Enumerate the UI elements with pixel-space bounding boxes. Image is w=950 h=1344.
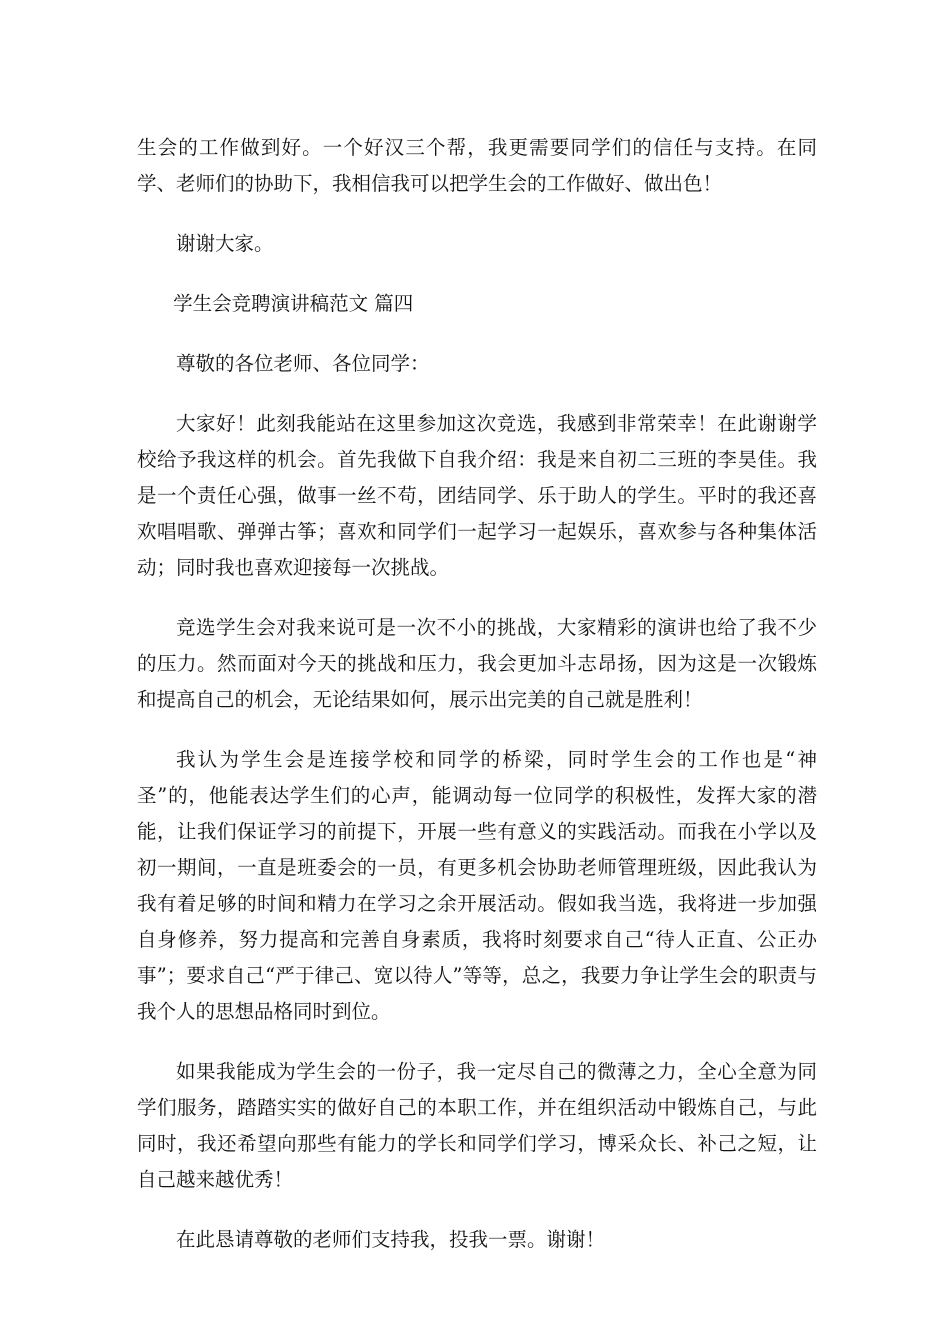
paragraph-commitment: 如果我能成为学生会的一份子，我一定尽自己的微薄之力，全心全意为同学们服务，踏踏实实的做好自己的本职工作，并在组织活动中锻炼自己，与此同时，我还希望向那些有能力的学长和同学们学习，博采众长、补己之短，让自己越来越优秀！	[137, 1060, 817, 1191]
paragraph-continuation: 生会的工作做到好。一个好汉三个帮，我更需要同学们的信任与支持。在同学、老师们的协助下，我相信我可以把学生会的工作做好、做出色！	[137, 136, 817, 195]
paragraph-introduction: 大家好！此刻我能站在这里参加这次竞选，我感到非常荣幸！在此谢谢学校给予我这样的机会。首先我做下自我介绍：我是来自初二三班的李昊佳。我是一个责任心强，做事一丝不苟，团结同学、乐于助人的学生。平时的我还喜欢唱唱歌、弹弹古筝；喜欢和同学们一起学习一起娱乐，喜欢参与各种集体活动；同时我也喜欢迎接每一次挑战。	[137, 412, 817, 579]
document-body	[137, 130, 817, 1282]
paragraph-role: 我认为学生会是连接学校和同学的桥梁，同时学生会的工作也是“神圣”的，他能表达学生们的心声，能调动每一位同学的积极性，发挥大家的潜能，让我们保证学习的前提下，开展一些有意义的实践活动。而我在小学以及初一期间，一直是班委会的一员，有更多机会协助老师管理班级，因此我认为我有着足够的时间和精力在学习之余开展活动。假如我当选，我将进一步加强自身修养，努力提高和完善自身素质，我将时刻要求自己“待人正直、公正办事”；要求自己“严于律己、宽以待人”等等，总之，我要力争让学生会的职责与我个人的思想品格同时到位。	[137, 748, 817, 1023]
paragraph-salutation: 尊敬的各位老师、各位同学：	[176, 352, 430, 375]
section-heading: 学生会竞聘演讲稿范文 篇四	[173, 292, 414, 315]
paragraph-closing: 在此恳请尊敬的老师们支持我，投我一票。谢谢！	[176, 1228, 606, 1251]
paragraph-thanks: 谢谢大家。	[176, 232, 274, 255]
paragraph-challenge: 竞选学生会对我来说可是一次不小的挑战，大家精彩的演讲也给了我不少的压力。然而面对今天的挑战和压力，我会更加斗志昂扬，因为这是一次锻炼和提高自己的机会，无论结果如何，展示出完美的自己就是胜利！	[137, 616, 817, 711]
